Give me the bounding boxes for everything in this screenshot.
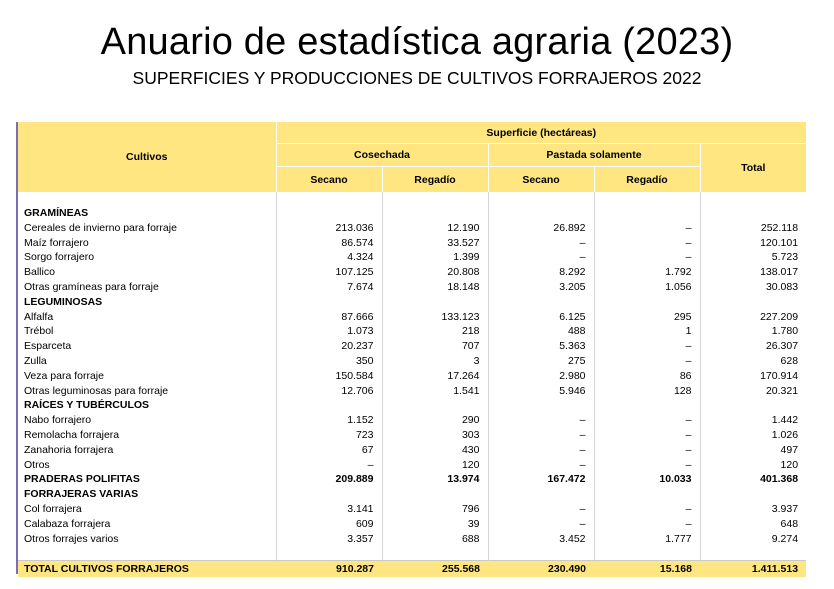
crop-name: Otras leguminosas para forraje xyxy=(24,384,169,397)
crop-name: GRAMÍNEAS xyxy=(24,207,89,219)
cell-total: 170.914 xyxy=(700,369,806,384)
cell-secano-pastada: – xyxy=(488,458,594,473)
crop-name: Ballico xyxy=(24,266,55,279)
table-row xyxy=(18,517,806,532)
cell-secano-cosechada: 20.237 xyxy=(276,339,382,354)
cell-regadio-pastada xyxy=(594,487,700,502)
category-row xyxy=(18,398,806,413)
header-regadio-pastada: Regadío xyxy=(594,167,700,193)
cell-regadio-pastada: 1.056 xyxy=(594,280,700,295)
cell-regadio-cosechada: 17.264 xyxy=(382,369,488,384)
cell-regadio-pastada: 86 xyxy=(594,369,700,384)
cell-secano-cosechada xyxy=(276,487,382,502)
cell-total: 120.101 xyxy=(700,236,806,251)
cell-regadio-pastada: 1.777 xyxy=(594,532,700,547)
crop-name: Otras gramíneas para forraje xyxy=(24,280,159,293)
cell-regadio-pastada: – xyxy=(594,339,700,354)
total-row xyxy=(18,561,806,578)
cell-secano-pastada: – xyxy=(488,502,594,517)
crop-name: Trébol xyxy=(24,325,54,338)
cell-regadio-pastada: 295 xyxy=(594,310,700,325)
cell-regadio-pastada: 128 xyxy=(594,384,700,399)
cell-secano-pastada: 5.363 xyxy=(488,339,594,354)
cell-secano-cosechada: 3.141 xyxy=(276,502,382,517)
cell-total: 26.307 xyxy=(700,339,806,354)
cell-regadio-pastada: 15.168 xyxy=(594,561,700,578)
table-body xyxy=(18,192,806,577)
cell-secano-pastada: – xyxy=(488,517,594,532)
cell-secano-cosechada: 910.287 xyxy=(276,561,382,578)
cell-secano-pastada: 8.292 xyxy=(488,265,594,280)
cell-secano-pastada: 3.452 xyxy=(488,532,594,547)
cell-regadio-pastada: – xyxy=(594,502,700,517)
cell-total: 1.411.513 xyxy=(700,561,806,578)
cell-regadio-cosechada: 13.974 xyxy=(382,472,488,487)
crop-name: Cereales de invierno para forraje xyxy=(24,221,177,234)
crop-name: Alfalfa xyxy=(24,310,54,323)
table-row xyxy=(18,369,806,384)
cell-regadio-cosechada: 33.527 xyxy=(382,236,488,251)
cell-regadio-pastada: 10.033 xyxy=(594,472,700,487)
cell-total: 227.209 xyxy=(700,310,806,325)
cell-total: 20.321 xyxy=(700,384,806,399)
cell-secano-pastada: – xyxy=(488,443,594,458)
crop-name: Maíz forrajero xyxy=(24,236,89,249)
category-row xyxy=(18,295,806,310)
cell-secano-pastada xyxy=(488,295,594,310)
cell-total: 628 xyxy=(700,354,806,369)
cell-regadio-cosechada: 218 xyxy=(382,324,488,339)
cell-secano-cosechada: 87.666 xyxy=(276,310,382,325)
cell-total: 648 xyxy=(700,517,806,532)
cell-regadio-cosechada xyxy=(382,487,488,502)
cell-regadio-cosechada: 12.190 xyxy=(382,221,488,236)
cell-total: 1.026 xyxy=(700,428,806,443)
cell-total: 9.274 xyxy=(700,532,806,547)
header-superficie: Superficie (hectáreas) xyxy=(276,122,806,144)
cell-regadio-cosechada: 688 xyxy=(382,532,488,547)
table-row xyxy=(18,428,806,443)
cell-regadio-pastada xyxy=(594,206,700,221)
cell-secano-pastada: 167.472 xyxy=(488,472,594,487)
header-total: Total xyxy=(700,144,806,193)
cell-total: 120 xyxy=(700,458,806,473)
crop-name: RAÍCES Y TUBÉRCULOS xyxy=(24,399,150,412)
cell-secano-pastada: 26.892 xyxy=(488,221,594,236)
cell-regadio-pastada: – xyxy=(594,413,700,428)
cell-secano-cosechada: 67 xyxy=(276,443,382,458)
cell-total: 3.937 xyxy=(700,502,806,517)
table-row xyxy=(18,250,806,265)
header-secano-cosechada: Secano xyxy=(276,167,382,193)
cell-regadio-cosechada: 430 xyxy=(382,443,488,458)
cell-total: 497 xyxy=(700,443,806,458)
header-cosechada: Cosechada xyxy=(276,144,488,167)
crop-name: PRADERAS POLIFITAS xyxy=(24,473,140,486)
cell-regadio-pastada: – xyxy=(594,517,700,532)
table-row xyxy=(18,458,806,473)
crop-name: TOTAL CULTIVOS FORRAJEROS xyxy=(18,561,276,578)
cell-regadio-cosechada xyxy=(382,295,488,310)
table-row xyxy=(18,280,806,295)
cell-secano-cosechada: 86.574 xyxy=(276,236,382,251)
cell-regadio-cosechada: 255.568 xyxy=(382,561,488,578)
table-container xyxy=(16,122,806,580)
cell-secano-cosechada: 4.324 xyxy=(276,250,382,265)
spacer-row xyxy=(18,192,806,206)
cell-secano-cosechada: 1.152 xyxy=(276,413,382,428)
crop-name: LEGUMINOSAS xyxy=(24,295,103,308)
cell-regadio-pastada: – xyxy=(594,236,700,251)
crop-name: Veza para forraje xyxy=(24,369,104,382)
cell-secano-cosechada: 107.125 xyxy=(276,265,382,280)
cell-regadio-cosechada xyxy=(382,398,488,413)
cell-regadio-pastada: 1.792 xyxy=(594,265,700,280)
cell-total: 401.368 xyxy=(700,472,806,487)
crop-name: FORRAJERAS VARIAS xyxy=(24,488,139,501)
cell-secano-cosechada: 723 xyxy=(276,428,382,443)
cell-total: 252.118 xyxy=(700,221,806,236)
crop-name: Zulla xyxy=(24,354,47,367)
table-row xyxy=(18,502,806,517)
cell-total: 5.723 xyxy=(700,250,806,265)
cell-secano-pastada: 230.490 xyxy=(488,561,594,578)
cell-secano-pastada: 6.125 xyxy=(488,310,594,325)
cell-secano-cosechada: 12.706 xyxy=(276,384,382,399)
cell-regadio-cosechada: 707 xyxy=(382,339,488,354)
cell-regadio-pastada: – xyxy=(594,221,700,236)
cell-secano-pastada xyxy=(488,487,594,502)
cell-regadio-cosechada: 20.808 xyxy=(382,265,488,280)
cell-secano-cosechada xyxy=(276,398,382,413)
cell-secano-cosechada xyxy=(276,206,382,221)
cell-total xyxy=(700,398,806,413)
page-subtitle: SUPERFICIES Y PRODUCCIONES DE CULTIVOS FORRAJEROS 2022 xyxy=(132,68,702,88)
cell-total: 1.442 xyxy=(700,413,806,428)
category-row xyxy=(18,472,806,487)
category-row xyxy=(18,487,806,502)
cell-total xyxy=(700,295,806,310)
header-cultivos: Cultivos xyxy=(18,122,276,192)
cell-secano-cosechada: 209.889 xyxy=(276,472,382,487)
crop-name: Otros xyxy=(24,458,50,471)
cell-total xyxy=(700,487,806,502)
table-row xyxy=(18,384,806,399)
cell-regadio-cosechada: 133.123 xyxy=(382,310,488,325)
table-row xyxy=(18,339,806,354)
crop-name: Nabo forrajero xyxy=(24,414,92,427)
table-row xyxy=(18,236,806,251)
cell-regadio-pastada: – xyxy=(594,443,700,458)
crop-name: Calabaza forrajera xyxy=(24,517,111,530)
cell-total: 1.780 xyxy=(700,324,806,339)
table-row xyxy=(18,310,806,325)
crop-name: Remolacha forrajera xyxy=(24,428,120,441)
page-title: Anuario de estadística agraria (2023) xyxy=(100,21,734,63)
crop-name: Col forrajera xyxy=(24,502,82,515)
gap-row xyxy=(18,546,806,561)
crop-name: Zanahoria forrajera xyxy=(24,443,114,456)
cell-regadio-cosechada: 3 xyxy=(382,354,488,369)
cell-secano-pastada: 3.205 xyxy=(488,280,594,295)
cell-secano-pastada xyxy=(488,398,594,413)
category-row xyxy=(18,206,806,221)
cell-total: 138.017 xyxy=(700,265,806,280)
cell-regadio-pastada: – xyxy=(594,354,700,369)
cell-secano-pastada: 488 xyxy=(488,324,594,339)
cell-regadio-pastada: – xyxy=(594,428,700,443)
crop-name: Esparceta xyxy=(24,340,72,353)
table-row xyxy=(18,413,806,428)
cell-secano-cosechada: 609 xyxy=(276,517,382,532)
cell-regadio-cosechada: 18.148 xyxy=(382,280,488,295)
cell-secano-cosechada: 3.357 xyxy=(276,532,382,547)
table-row xyxy=(18,265,806,280)
cell-regadio-cosechada: 796 xyxy=(382,502,488,517)
cell-regadio-pastada: 1 xyxy=(594,324,700,339)
cell-secano-pastada xyxy=(488,206,594,221)
table-row xyxy=(18,324,806,339)
cell-secano-pastada: 275 xyxy=(488,354,594,369)
cell-secano-pastada: – xyxy=(488,413,594,428)
cell-secano-pastada: – xyxy=(488,428,594,443)
cell-secano-cosechada: – xyxy=(276,458,382,473)
cell-secano-pastada: 2.980 xyxy=(488,369,594,384)
cell-regadio-pastada xyxy=(594,398,700,413)
table-row xyxy=(18,443,806,458)
cell-regadio-cosechada: 1.399 xyxy=(382,250,488,265)
cell-regadio-cosechada: 1.541 xyxy=(382,384,488,399)
cell-total: 30.083 xyxy=(700,280,806,295)
table-row xyxy=(18,532,806,547)
cell-secano-cosechada: 350 xyxy=(276,354,382,369)
cell-regadio-pastada: – xyxy=(594,250,700,265)
crop-name: Otros forrajes varios xyxy=(24,532,119,545)
cell-regadio-pastada: – xyxy=(594,458,700,473)
cell-secano-cosechada: 213.036 xyxy=(276,221,382,236)
cell-regadio-cosechada: 39 xyxy=(382,517,488,532)
cell-secano-pastada: – xyxy=(488,236,594,251)
cell-secano-cosechada: 1.073 xyxy=(276,324,382,339)
crop-name: Sorgo forrajero xyxy=(24,251,95,264)
cell-secano-cosechada xyxy=(276,295,382,310)
cell-secano-cosechada: 7.674 xyxy=(276,280,382,295)
table-row xyxy=(18,354,806,369)
header-pastada: Pastada solamente xyxy=(488,144,700,167)
cell-regadio-cosechada xyxy=(382,206,488,221)
cell-secano-cosechada: 150.584 xyxy=(276,369,382,384)
cell-secano-pastada: 5.946 xyxy=(488,384,594,399)
header-secano-pastada: Secano xyxy=(488,167,594,193)
cell-regadio-cosechada: 303 xyxy=(382,428,488,443)
cell-regadio-pastada xyxy=(594,295,700,310)
forage-crops-table xyxy=(18,122,806,577)
cell-regadio-cosechada: 290 xyxy=(382,413,488,428)
cell-total xyxy=(700,206,806,221)
header-regadio-cosechada: Regadío xyxy=(382,167,488,193)
table-row xyxy=(18,221,806,236)
cell-secano-pastada: – xyxy=(488,250,594,265)
cell-regadio-cosechada: 120 xyxy=(382,458,488,473)
